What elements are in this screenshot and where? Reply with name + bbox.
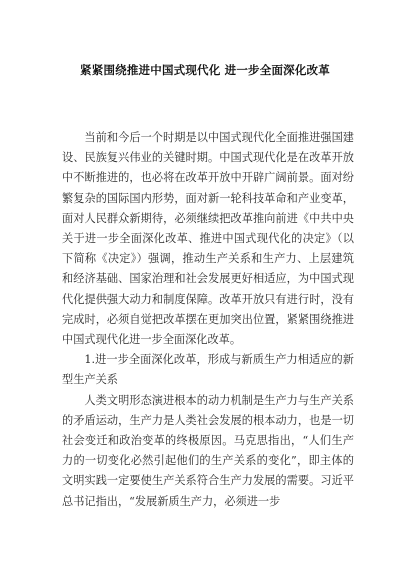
section-1-heading: 1.进一步全面深化改革，形成与新质生产力相适应的新型生产关系: [62, 353, 354, 387]
intro-paragraph: 当前和今后一个时期是以中国式现代化全面推进强国建设、民族复兴伟业的关键时期。中国式现代化是在改革开放中不断推进的，也必将在改革开放中开辟广阔前景。面对纷繁复杂的国际国内形势，面对新一轮科技革命和产业变革，面对人民群众新期待，必须继续把改革推向前进《中共中央关于进一步全面深化改革、推进中国式现代化的决定》（以下简称《决定》）强调，推动生产关系和生产力、上层建筑和经济基础、国家治理和社会发展更好相适应，为中国式现代化提供强大动力和制度保障。改革开放只有进行时，没有完成时，必须自觉把改革摆在更加突出位置，紧紧围绕推进中国式现代化进一步全面深化改革。: [62, 131, 354, 347]
section-1-paragraph: 人类文明形态演进根本的动力机制是生产力与生产关系的矛盾运动，生产力是人类社会发展的根本动力，也是一切社会变迁和政治变革的终极原因。马克思指出，“人们生产力的一切变化必然引起他们的生产关系的变化”，即主体的文明实践一定要使生产关系符合生产力发展的需要。习近平总书记指出，“发展新质生产力，必须进一步: [62, 393, 354, 508]
document-title: 紧紧围绕推进中国式现代化 进一步全面深化改革: [80, 63, 330, 77]
document-body: [62, 128, 354, 512]
